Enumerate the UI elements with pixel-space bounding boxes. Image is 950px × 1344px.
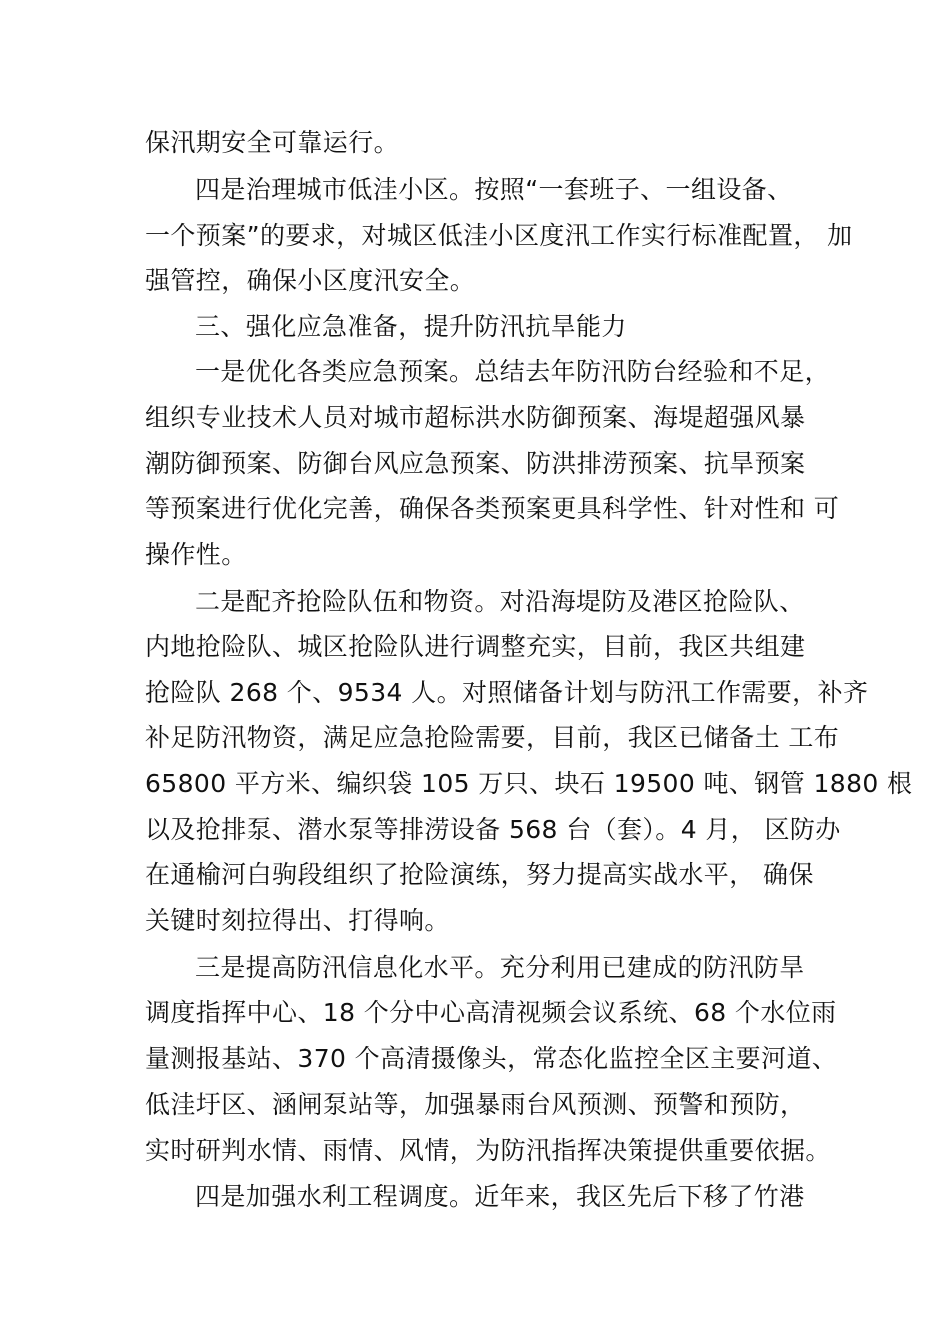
text-line: 量测报基站、370 个高清摄像头，常态化监控全区主要河道、 [145, 1044, 838, 1073]
text-line: 保汛期安全可靠运行。 [145, 128, 400, 157]
text-line: 低洼圩区、涵闸泵站等，加强暴雨台风预测、预警和预防， [145, 1090, 806, 1119]
text-line: 关键时刻拉得出、打得响。 [145, 906, 450, 935]
text-line: 以及抢排泵、潜水泵等排涝设备 568 台（套）。4 月， 区防办 [145, 815, 841, 844]
text-line: 实时研判水情、雨情、风情，为防汛指挥决策提供重要依据。 [145, 1136, 831, 1165]
text-line: 四是加强水利工程调度。近年来，我区先后下移了竹港 [195, 1182, 805, 1211]
text-line: 强管控，确保小区度汛安全。 [145, 266, 476, 295]
text-line: 二是配齐抢险队伍和物资。对沿海堤防及港区抢险队、 [195, 587, 805, 616]
section-heading: 三、强化应急准备，提升防汛抗旱能力 [195, 312, 627, 341]
text-line: 四是治理城市低洼小区。按照“一套班子、一组设备、 [195, 175, 793, 204]
text-line: 调度指挥中心、18 个分中心高清视频会议系统、68 个水位雨 [145, 998, 837, 1027]
text-line: 潮防御预案、防御台风应急预案、防洪排涝预案、抗旱预案 [145, 449, 806, 478]
text-line: 在通榆河白驹段组织了抢险演练，努力提高实战水平， 确保 [145, 860, 814, 889]
text-line: 一是优化各类应急预案。总结去年防汛防台经验和不足， [195, 357, 831, 386]
text-line: 三是提高防汛信息化水平。充分利用已建成的防汛防旱 [195, 953, 805, 982]
text-line: 补足防汛物资，满足应急抢险需要，目前，我区已储备土 工布 [145, 723, 840, 752]
text-line: 组织专业技术人员对城市超标洪水防御预案、海堤超强风暴 [145, 403, 806, 432]
text-line: 抢险队 268 个、9534 人。对照储备计划与防汛工作需要，补齐 [145, 678, 869, 707]
text-line: 65800 平方米、编织袋 105 万只、块石 19500 吨、钢管 1880 根 [145, 769, 913, 798]
text-line: 一个预案”的要求，对城区低洼小区度汛工作实行标准配置， 加 [145, 221, 853, 250]
text-line: 操作性。 [145, 540, 247, 569]
text-line: 等预案进行优化完善，确保各类预案更具科学性、针对性和 可 [145, 494, 840, 523]
text-line: 内地抢险队、城区抢险队进行调整充实，目前，我区共组建 [145, 632, 806, 661]
